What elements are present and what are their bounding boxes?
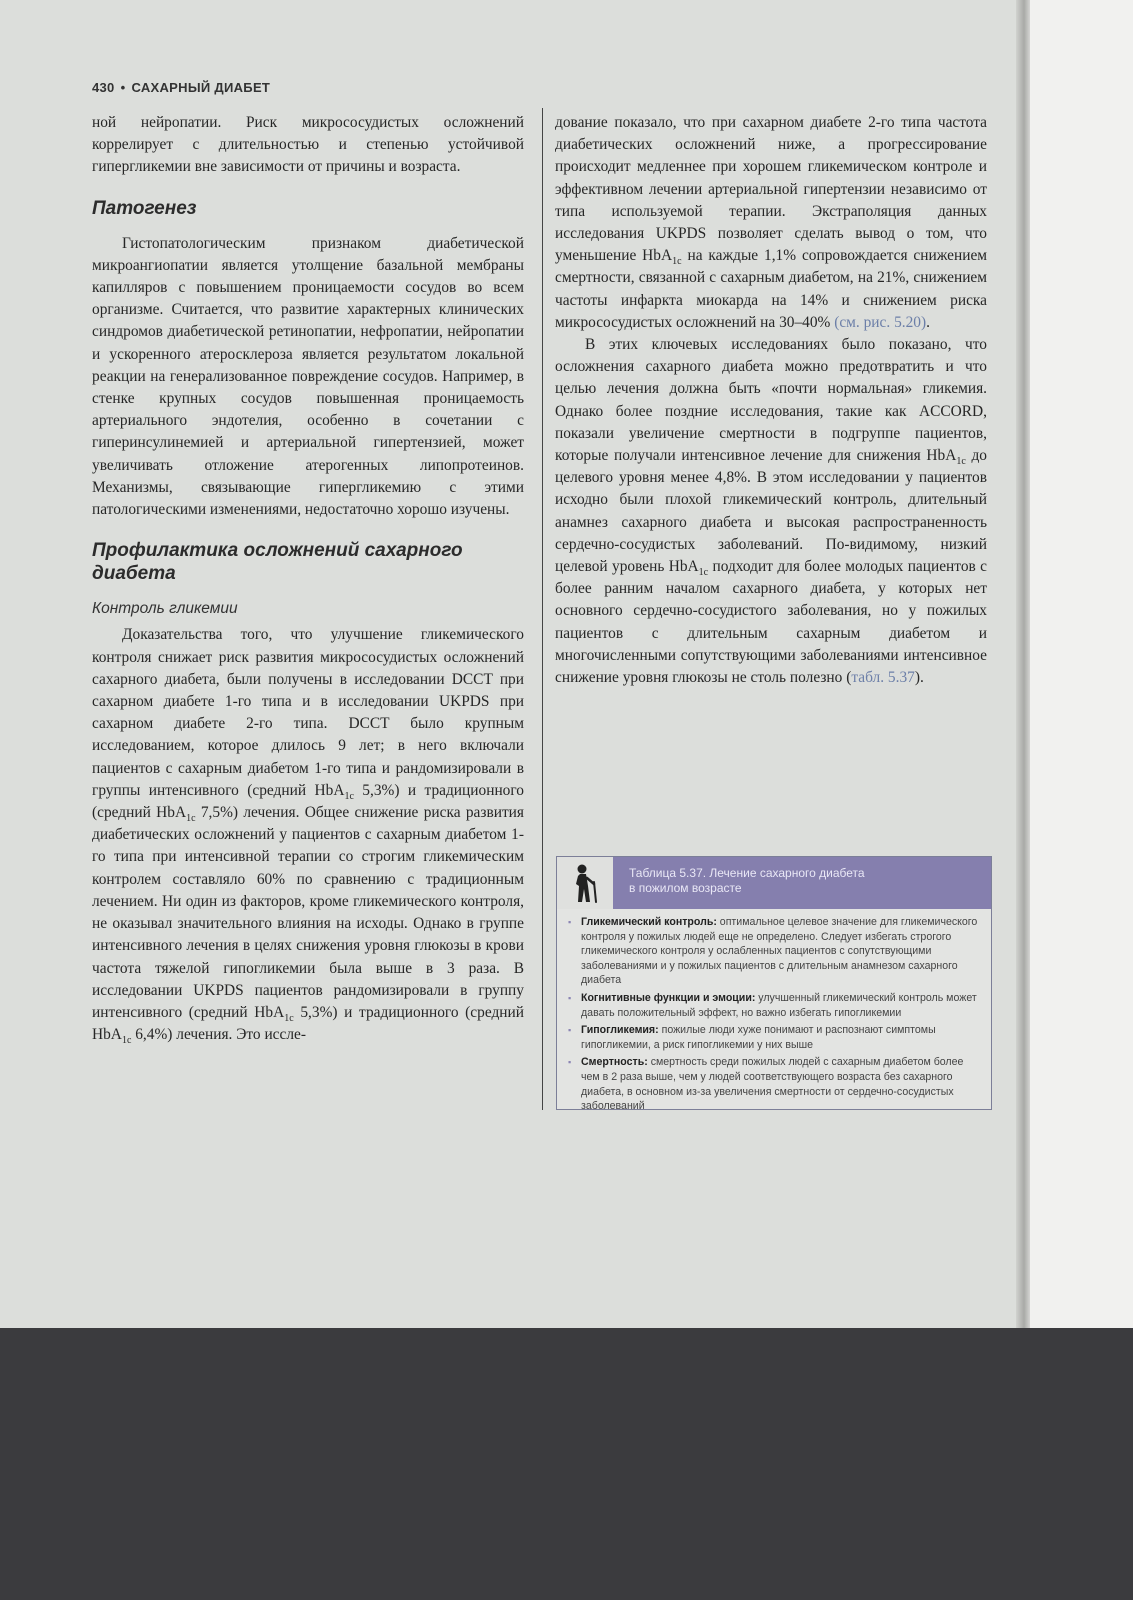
figure-reference-link[interactable]: (см. рис. 5.20): [834, 313, 927, 331]
table-reference-link[interactable]: табл. 5.37: [851, 669, 915, 687]
list-item: ▪ Гликемический контроль: оптимальное целевое значение для гликемического контроля у пожилых людей еще не определено. Следует избегать строгого гликемического контроля у ослабленных пациентов с сопутствующими заболеваниями и у пожилых пациентов с длительным анамнезом сахарного диабета: [581, 915, 983, 988]
paragraph-pathogenesis: Гистопатологическим признаком диабетической микроангиопатии является утолщение базальной мембраны капилляров с повышением проницаемости сосудов во всем организме. Считается, что развитие характерных клинических синдромов диабетической ретинопатии, нефропатии, нейропатии и ускоренного атеросклероза является результатом локальной реакции на генерализованное повреждение сосудов. Например, в стенке крупных сосудов повышенная проницаемость артериального эндотелия, особенно в сочетании с гиперинсулинемией и артериальной гипертензией, может увеличивать отложение атерогенных липопротеинов. Механизмы, связывающие гипергликемию с этими патологическими изменениями, недостаточно хорошо изучены.: [92, 234, 524, 519]
table-header: [557, 857, 991, 909]
table-5-37-box: [556, 856, 992, 1113]
list-item: ▪ Гипогликемия: пожилые люди хуже понимают и распознают симптомы гипогликемии, а риск гипогликемии у них выше: [581, 1023, 983, 1052]
paragraph-key-studies: В этих ключевых исследованиях было показано, что осложнения сахарного диабета можно предотвратить и что целью лечения должна быть «почти нормальная» гликемия. Однако более поздние исследования, такие как ACCORD, показали увеличение смертности в подгруппе пациентов, которые получали интенсивное лечение для снижения HbA$_{1c}$ до целевого уровня менее 4,8%. В этом исследовании у пациентов исходно были плохой гликемический контроль, длительный анамнез сахарного диабета и высокая распространенность сердечно-сосудистых заболеваний. По-видимому, низкий целевой уровень HbA$_{1c}$ подходит для более молодых пациентов с более ранним началом сахарного диабета, у которых нет основного сердечно-сосудистого заболевания, но у пожилых пациентов с длительным сахарным диабетом и многочисленными сопутствующими заболеваниями интенсивное снижение уровня глюкозы не столь полезно (табл. 5.37).: [555, 336, 987, 687]
facing-page-edge: [1030, 0, 1133, 1330]
page-number: 430: [92, 80, 115, 95]
running-head: [92, 80, 270, 95]
scanner-background: [0, 1328, 1133, 1600]
right-column: [555, 112, 987, 689]
left-column: [92, 112, 524, 1046]
paragraph-continued: ной нейропатии. Риск микрососудистых осложнений коррелирует с длительностью и степенью устойчивой гипергликемии вне зависимости от причины и возраста.: [92, 114, 524, 176]
list-item: ▪ Смертность: смертность среди пожилых людей с сахарным диабетом более чем в 2 раза выше, чем у людей соответствующего возраста без сахарного диабета, в основном из-за увеличения смертности от сердечно-сосудистых заболеваний: [581, 1055, 983, 1113]
table-list: [557, 915, 991, 1114]
running-head-title: САХАРНЫЙ ДИАБЕТ: [131, 80, 271, 95]
running-head-separator: •: [120, 80, 126, 95]
heading-pathogenesis: Патогенез: [92, 197, 197, 219]
paragraph-ukpds: дование показало, что при сахарном диабете 2-го типа частота диабетических осложнений ниже, а прогрессирование происходит медленнее при хорошем гликемическом контроле и эффективном лечении артериальной гипертензии независимо от типа используемой терапии. Экстраполяция данных исследования UKPDS позволяет сделать вывод о том, что уменьшение HbA$_{1c}$ на каждые 1,1% сопровождается снижением смертности, связанной с сахарным диабетом, на 21%, снижением частоты инфаркта миокарда на 14% и снижением риска микрососудистых осложнений на 30–40% (см. рис. 5.20).: [555, 114, 988, 331]
elderly-person-icon: [557, 857, 613, 909]
subheading-glycemic-control: Контроль гликемии: [92, 600, 238, 618]
list-item: ▪ Когнитивные функции и эмоции: улучшенный гликемический контроль может давать положительный эффект, но важно избегать гипогликемии: [581, 991, 983, 1020]
heading-prevention: Профилактика осложнений сахарного диабета: [92, 540, 463, 585]
table-title: Таблица 5.37. Лечение сахарного диабета в пожилом возрасте: [613, 857, 991, 909]
column-divider: [542, 108, 543, 1110]
paragraph-glycemic-control: Доказательства того, что улучшение гликемического контроля снижает риск развития микрососудистых осложнений сахарного диабета, были получены в исследовании DCCT при сахарном диабете 1-го типа и в исследовании UKPDS при сахарном диабете 2-го типа. DCCT было крупным исследованием, которое длилось 9 лет; в него включали пациентов с сахарным диабетом 1-го типа и рандомизировали в группы интенсивного (средний HbA$_{1c}$ 5,3%) и традиционного (средний HbA$_{1c}$ 7,5%) лечения. Общее снижение риска развития диабетических осложнений у пациентов с сахарным диабетом 1-го типа при интенсивной терапии со строгим гликемическим контролем составляло 60% по сравнению с традиционным лечением. Ни один из факторов, кроме гликемического контроля, не оказывал значительного влияния на исходы. Однако в группе интенсивного лечения в целях снижения уровня глюкозы в крови частота тяжелой гипогликемии была выше в 3 раза. В исследовании UKPDS пациентов рандомизировали в группу интенсивного (средний HbA$_{1c}$ 5,3%) и традиционного (средний HbA$_{1c}$ 6,4%) лечения. Это иссле-: [92, 626, 525, 1047]
